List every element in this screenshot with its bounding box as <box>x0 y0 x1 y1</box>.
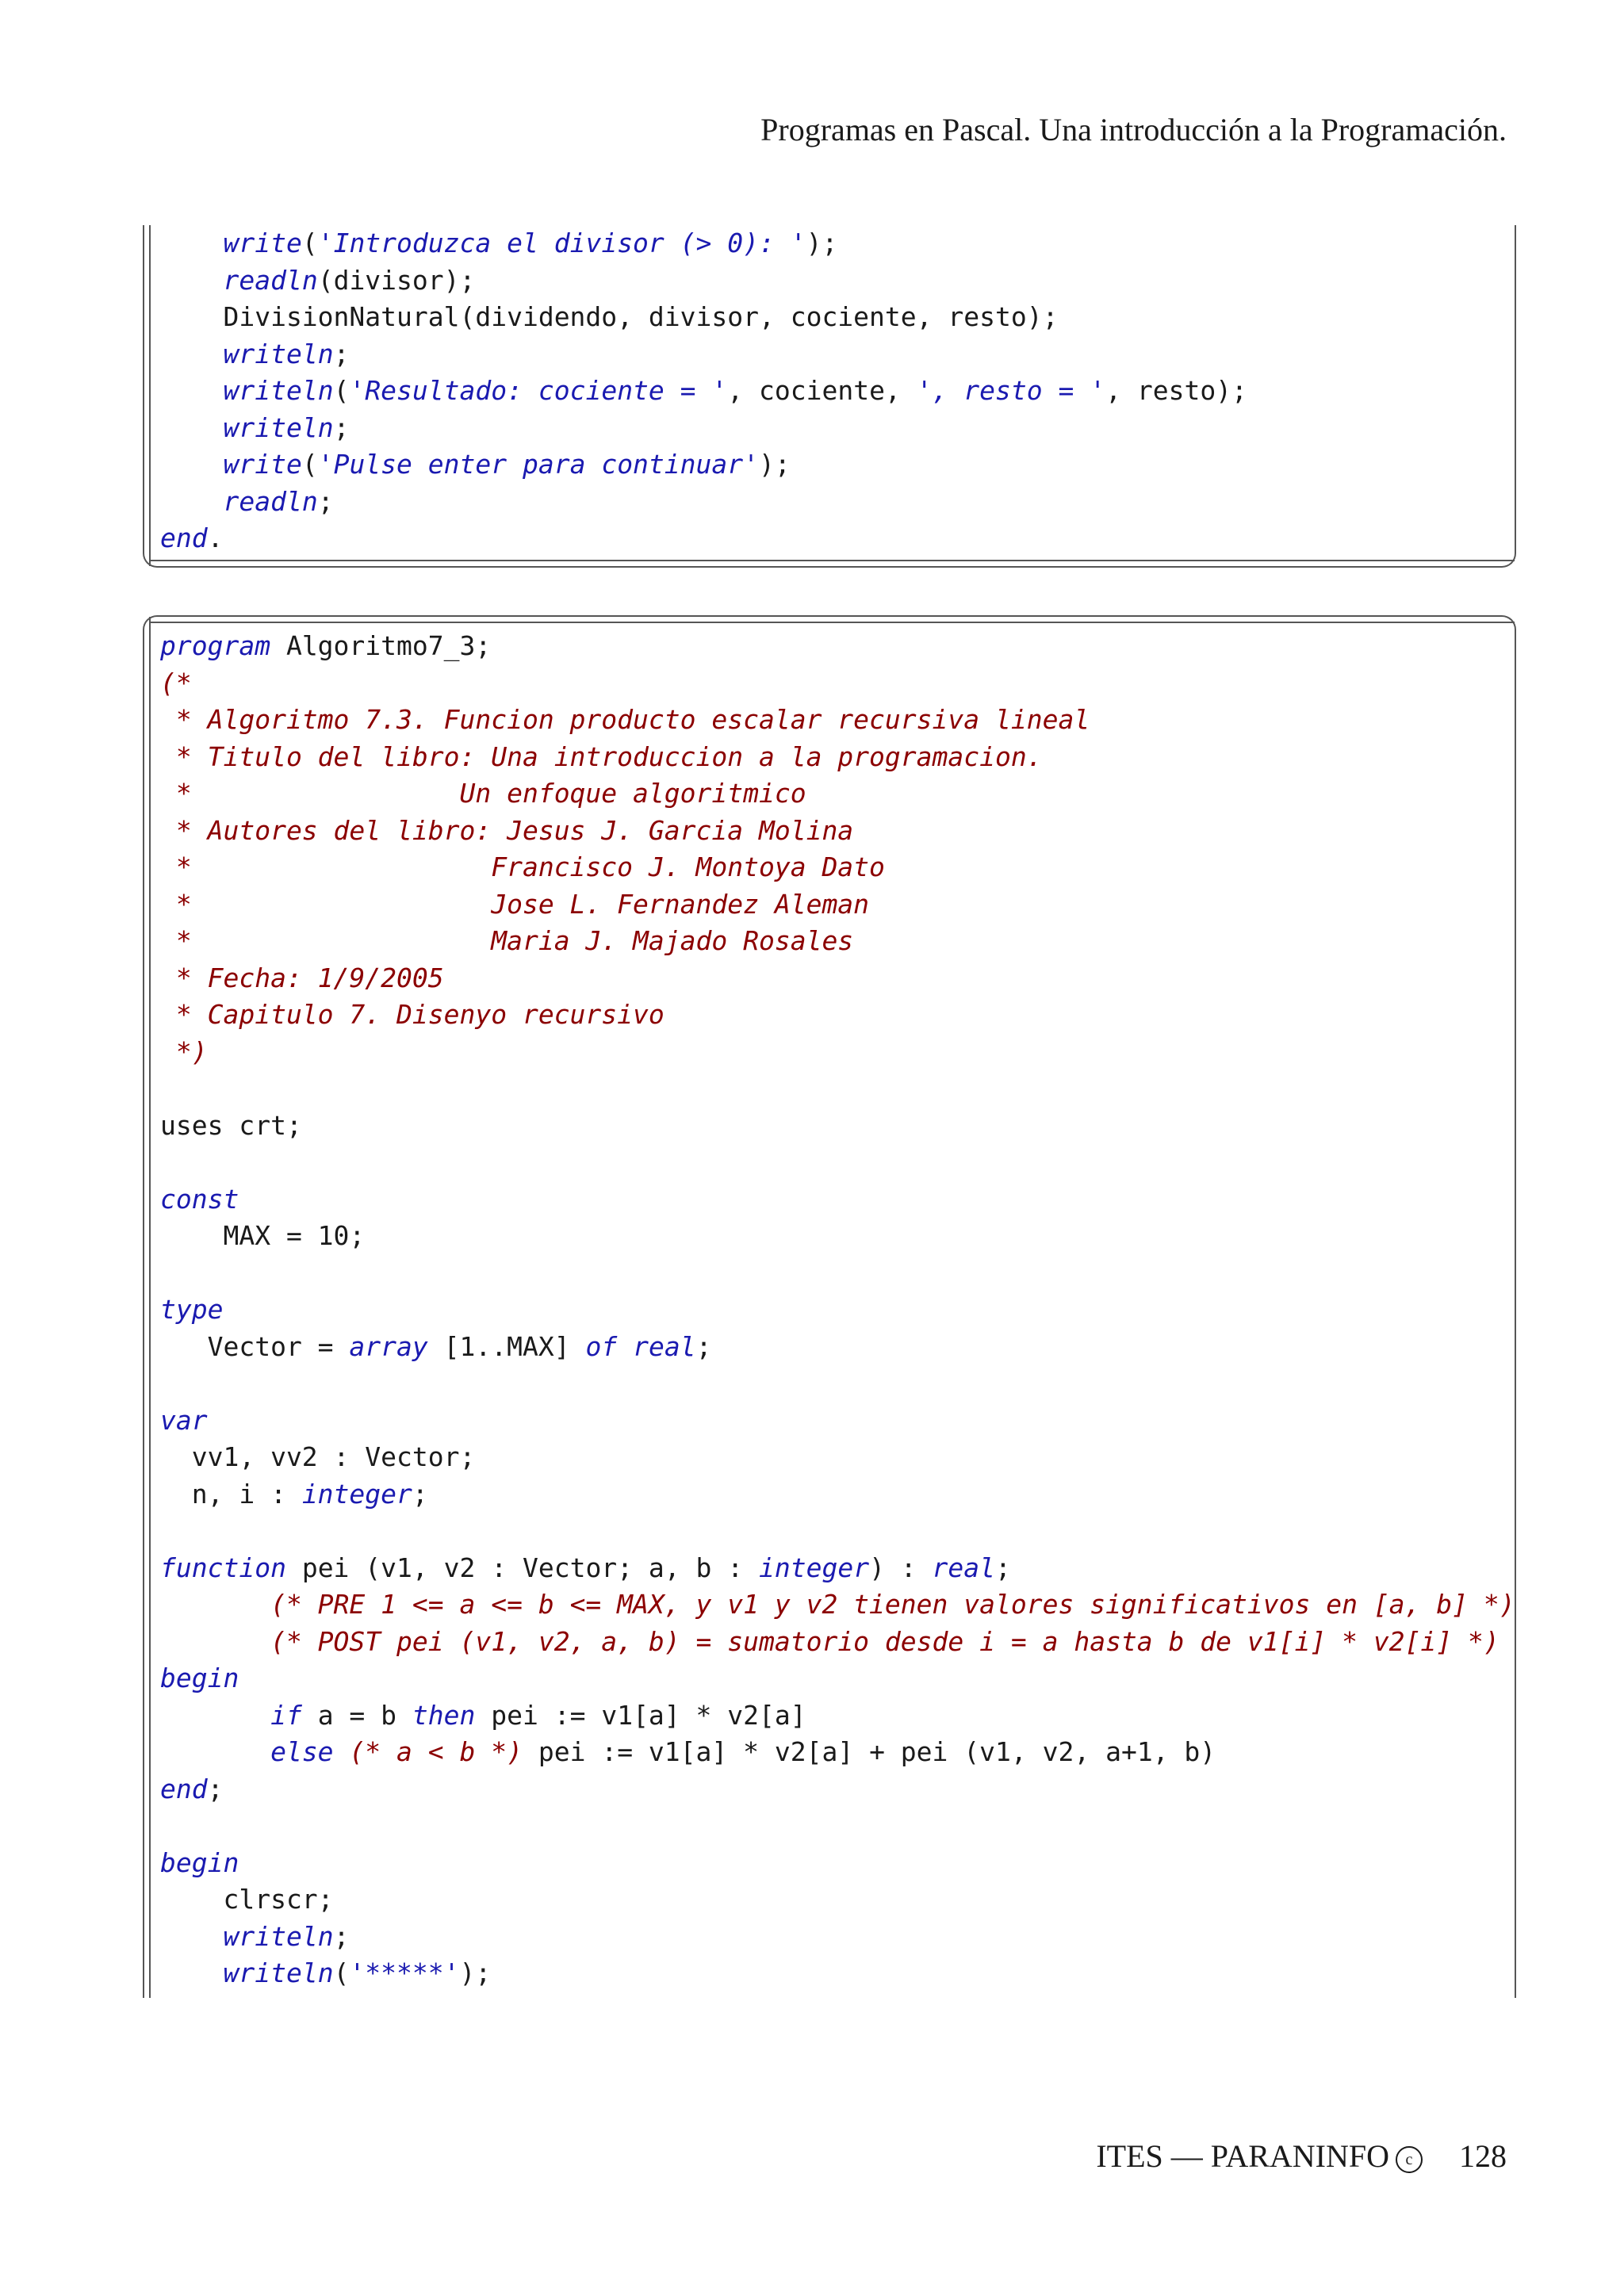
code-line <box>160 1624 1507 1661</box>
code-text: ); <box>759 449 791 480</box>
code-string: 'Introduzca el divisor (> 0): ' <box>317 228 806 258</box>
page-footer <box>1096 2137 1507 2175</box>
code-text <box>160 1957 223 1988</box>
code-text: ); <box>806 228 838 258</box>
code-text: ); <box>459 1957 492 1988</box>
code-block-2 <box>160 628 1515 1992</box>
code-text: Vector = <box>160 1330 350 1362</box>
code-text: uses crt; <box>160 1109 302 1141</box>
code-line <box>160 262 1507 300</box>
publisher-label: ITES — PARANINFO <box>1096 2138 1389 2174</box>
code-comment: * Capitulo 7. Disenyo recursivo <box>160 999 665 1030</box>
code-text: Algoritmo7_3; <box>270 630 492 661</box>
code-line <box>160 1402 1507 1440</box>
code-line <box>160 739 1507 776</box>
code-line <box>160 1034 1507 1071</box>
code-line <box>160 1550 1507 1587</box>
code-line <box>160 1292 1507 1329</box>
code-keyword: real <box>932 1552 996 1583</box>
code-keyword: writeln <box>223 411 334 443</box>
code-line <box>160 886 1507 924</box>
code-line <box>160 1439 1507 1476</box>
code-text <box>160 1626 270 1657</box>
code-keyword: writeln <box>223 1957 334 1988</box>
code-line <box>160 1771 1507 1808</box>
code-line <box>160 1476 1507 1513</box>
code-listing-continued <box>143 225 1516 568</box>
code-line <box>160 1919 1507 1956</box>
copyright-icon: c <box>1396 2146 1423 2173</box>
code-text <box>160 265 223 296</box>
code-text: a = b <box>301 1699 412 1731</box>
code-comment: * Maria J. Majado Rosales <box>160 925 854 956</box>
code-comment: * Jose L. Fernandez Aleman <box>160 888 870 920</box>
code-text: ; <box>412 1478 428 1510</box>
code-line <box>160 373 1507 410</box>
code-line <box>160 225 1507 262</box>
code-line <box>160 446 1507 484</box>
code-comment: * Fecha: 1/9/2005 <box>160 962 444 993</box>
code-keyword: of <box>585 1330 618 1362</box>
code-line <box>160 336 1507 373</box>
code-line <box>160 997 1507 1034</box>
code-text: , cociente, <box>727 375 917 406</box>
code-keyword: writeln <box>223 375 334 406</box>
code-keyword: program <box>160 630 271 661</box>
code-keyword: integer <box>758 1552 870 1583</box>
code-line <box>160 1845 1507 1882</box>
code-keyword: integer <box>301 1478 412 1510</box>
code-text: , resto); <box>1105 375 1247 406</box>
code-line <box>160 1955 1507 1992</box>
code-text: MAX = 10; <box>160 1220 366 1251</box>
code-keyword: var <box>160 1404 208 1436</box>
code-keyword: write <box>223 449 302 480</box>
code-text: ; <box>317 485 334 517</box>
code-text <box>160 1736 270 1767</box>
code-line <box>160 960 1507 997</box>
code-text: ; <box>995 1552 1011 1583</box>
code-line <box>160 1365 1507 1402</box>
code-line <box>160 702 1507 739</box>
code-line <box>160 1586 1515 1624</box>
code-keyword: write <box>223 228 302 258</box>
code-text: (divisor); <box>317 264 476 296</box>
code-text <box>160 228 223 258</box>
code-keyword: function <box>160 1552 286 1583</box>
code-line <box>160 775 1507 813</box>
code-text: [1..MAX] <box>427 1330 586 1362</box>
code-comment: (* PRE 1 <= a <= b <= MAX, y v1 y v2 tienen valores significativos en [a, b] *) <box>270 1589 1515 1620</box>
code-line <box>160 410 1507 447</box>
code-listing-algoritmo7-3 <box>143 615 1516 1998</box>
code-text: pei := v1[a] * v2[a] + pei (v1, v2, a+1, b) <box>522 1736 1216 1767</box>
code-keyword: array <box>349 1330 428 1362</box>
code-string: ', resto = ' <box>916 375 1106 406</box>
code-line <box>160 1070 1507 1108</box>
code-text: pei := v1[a] * v2[a] <box>475 1699 806 1731</box>
code-string: 'Pulse enter para continuar' <box>317 449 759 480</box>
code-line <box>160 1808 1507 1845</box>
code-line <box>160 1697 1507 1735</box>
code-text: ( <box>333 375 350 406</box>
code-comment: * Francisco J. Montoya Dato <box>160 851 885 882</box>
code-line <box>160 1660 1507 1697</box>
code-comment: (* <box>160 667 192 698</box>
code-text: ; <box>333 1920 350 1952</box>
code-line <box>160 1181 1507 1219</box>
code-line <box>160 1734 1507 1771</box>
code-line <box>160 849 1507 886</box>
code-text: ) : <box>869 1552 933 1583</box>
code-comment: (* POST pei (v1, v2, a, b) = sumatorio desde i = a hasta b de v1[i] * v2[i] *) <box>270 1625 1500 1657</box>
code-line <box>160 923 1507 960</box>
code-line <box>160 1108 1507 1145</box>
code-line <box>160 1218 1507 1255</box>
code-text: clrscr; <box>160 1884 334 1915</box>
running-header: Programas en Pascal. Una introducción a la Programación. <box>760 112 1507 147</box>
code-comment: * Algoritmo 7.3. Funcion producto escalar recursiva lineal <box>160 704 1090 735</box>
code-comment: *) <box>160 1035 208 1067</box>
code-text <box>160 486 223 517</box>
code-text: vv1, vv2 : Vector; <box>160 1441 476 1472</box>
code-keyword: end <box>160 1773 208 1804</box>
code-text <box>160 375 223 406</box>
code-keyword: begin <box>160 1846 239 1878</box>
code-text: ( <box>301 228 318 258</box>
code-line <box>160 1329 1507 1366</box>
code-keyword: readln <box>223 264 318 296</box>
code-keyword: else <box>270 1736 334 1767</box>
code-keyword: writeln <box>223 338 334 369</box>
code-text: ; <box>333 338 350 369</box>
code-string: 'Resultado: cociente = ' <box>349 375 728 406</box>
code-text <box>617 1331 633 1362</box>
code-text: DivisionNatural(dividendo, divisor, cociente, resto); <box>160 301 1059 332</box>
page-number: 128 <box>1459 2138 1507 2174</box>
code-line <box>160 1255 1507 1292</box>
code-keyword: real <box>633 1330 696 1362</box>
code-keyword: writeln <box>223 1920 334 1952</box>
code-comment: * Un enfoque algoritmico <box>160 778 806 809</box>
code-text: ( <box>333 1957 350 1988</box>
code-line <box>160 628 1507 665</box>
code-comment: * Autores del libro: Jesus J. Garcia Molina <box>160 814 854 846</box>
code-text <box>160 1589 270 1620</box>
code-comment: (* a < b *) <box>349 1736 523 1767</box>
code-keyword: if <box>270 1699 302 1731</box>
code-text: n, i : <box>160 1478 302 1510</box>
code-text <box>160 1700 270 1731</box>
code-text: ; <box>695 1330 712 1362</box>
code-text: ; <box>207 1773 224 1804</box>
code-line <box>160 1881 1507 1919</box>
code-line <box>160 665 1507 702</box>
code-text: ( <box>301 449 318 480</box>
code-text <box>160 449 223 480</box>
code-keyword: end <box>160 522 208 553</box>
code-line <box>160 520 1507 557</box>
code-string: '*****' <box>349 1957 460 1988</box>
code-comment: * Titulo del libro: Una introduccion a la programacion. <box>160 740 1043 772</box>
code-keyword: readln <box>223 485 318 517</box>
code-keyword: type <box>160 1294 224 1325</box>
code-text <box>334 1736 350 1767</box>
code-line <box>160 484 1507 521</box>
code-text <box>160 339 223 369</box>
code-line <box>160 813 1507 850</box>
code-line <box>160 1513 1507 1550</box>
code-block-1 <box>160 225 1507 557</box>
code-line <box>160 299 1507 336</box>
code-text: pei (v1, v2 : Vector; a, b : <box>285 1552 759 1583</box>
code-text: . <box>207 522 224 553</box>
code-keyword: const <box>160 1183 239 1215</box>
code-keyword: then <box>412 1699 476 1731</box>
code-text <box>160 412 223 443</box>
code-text: ; <box>333 411 350 443</box>
code-text <box>160 1921 223 1952</box>
code-line <box>160 1144 1507 1181</box>
code-keyword: begin <box>160 1663 239 1693</box>
